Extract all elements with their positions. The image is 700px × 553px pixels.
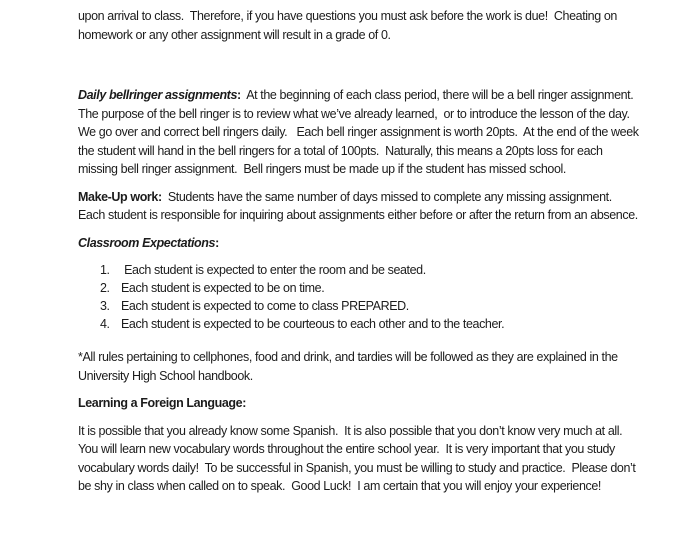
list-item	[100, 261, 644, 279]
list-item-text: Each student is expected to enter the room and be seated.	[121, 263, 426, 277]
classroom-expectations-heading: Classroom Expectations	[78, 235, 216, 250]
learning-language-body-text: It is possible that you already know some Spanish. It is also possible that you don’t know very much at all. You will learn new vocabulary words throughout the entire school year. It is very important that you study vocabulary words daily! To be successful in Spanish, you must be willing to study and practice. Please don’t be shy in class when called on to speak. Good Luck! I am certain that you will enjoy your experience!	[78, 423, 639, 493]
rules-note-text: *All rules pertaining to cellphones, food and drink, and tardies will be followed as they are explained in the University High School handbook.	[78, 350, 621, 383]
paragraph-rules-note	[78, 348, 644, 385]
bellringer-heading: Daily bellringer assignments	[78, 88, 237, 102]
list-item-text: Each student is expected to be courteous to each other and to the teacher.	[121, 317, 505, 331]
makeup-heading: Make-Up work	[78, 189, 158, 204]
list-item-text: Each student is expected to come to class PREPARED.	[121, 299, 409, 313]
bellringer-heading-colon: :	[237, 88, 241, 102]
paragraph-learning-language	[78, 422, 644, 496]
heading-learning-foreign-language	[78, 394, 644, 413]
bellringer-body-text: At the beginning of each class period, there will be a bell ringer assignment. The purpose of the bell ringer is to review what we’ve already learned, or to introduce the lesson of the day. We go over and correct bell ringers daily. Each bell ringer assignment is worth 20pts. At the end of the week the student will hand in the bell ringers for a total of 100pts. Naturally, this means a 20pts loss for each missing bell ringer assignment. Bell ringers must be made up if the student has missed school.	[78, 88, 642, 176]
list-item-number: 1.	[100, 263, 110, 277]
learning-language-heading: Learning a Foreign Language:	[78, 396, 246, 410]
heading-classroom-expectations	[78, 234, 644, 253]
list-item-number: 3.	[100, 299, 110, 313]
paragraph-bellringer	[78, 86, 644, 179]
list-item-number: 2.	[100, 281, 110, 295]
expectations-list	[78, 261, 644, 333]
makeup-body-text: Students have the same number of days missed to complete any missing assignment. Each student is responsible for inquiring about assignments either before or after the return from an absence.	[78, 189, 638, 222]
paragraph-makeup-work	[78, 188, 644, 225]
list-item-text: Each student is expected to be on time.	[121, 281, 325, 295]
makeup-heading-colon: :	[157, 189, 162, 204]
list-item	[100, 279, 644, 297]
paragraph-cheating-policy	[78, 7, 644, 44]
document-content	[78, 7, 644, 505]
blank-line	[78, 53, 644, 77]
classroom-expectations-colon: :	[215, 235, 219, 250]
list-item-number: 4.	[100, 317, 110, 331]
list-item	[100, 315, 644, 333]
list-item	[100, 297, 644, 315]
paragraph-cheating-policy-text: upon arrival to class. Therefore, if you have questions you must ask before the work is due! Cheating on homework or any other assignment will result in a grade of 0.	[78, 9, 621, 42]
